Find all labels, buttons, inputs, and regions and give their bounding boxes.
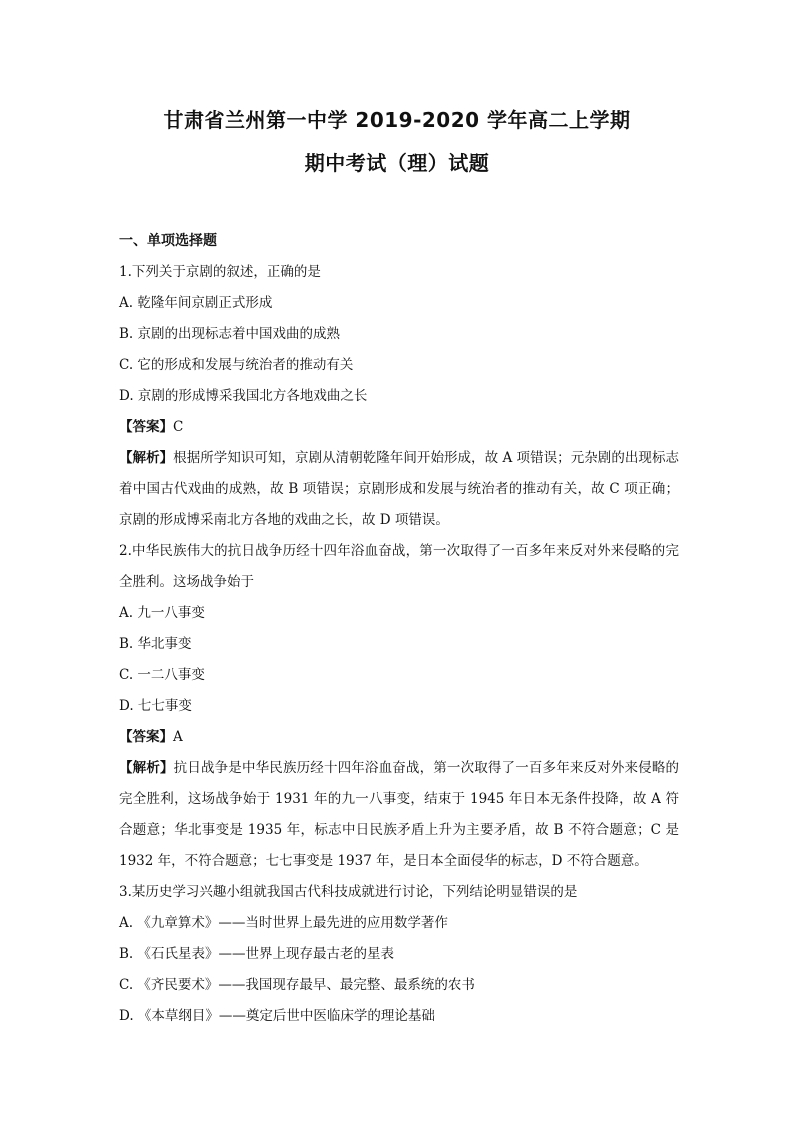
question-1-answer — [119, 412, 679, 443]
question-1-option-c: C. 它的形成和发展与统治者的推动有关 — [119, 357, 354, 373]
analysis-label: 【解析】 — [119, 450, 174, 466]
question-3-option-b: B. 《石氏星表》——世界上现存最古老的星表 — [119, 946, 395, 962]
answer-value: A — [173, 729, 183, 745]
question-1-option-a: A. 乾隆年间京剧正式形成 — [119, 295, 273, 311]
answer-label: 【答案】 — [119, 729, 173, 745]
question-2-option-a: A. 九一八事变 — [119, 605, 205, 621]
question-2-option-d: D. 七七事变 — [119, 698, 192, 714]
question-1-option-d: D. 京剧的形成博采我国北方各地戏曲之长 — [119, 388, 368, 404]
question-2-analysis — [119, 753, 679, 877]
page-title: 甘肃省兰州第一中学 2019-2020 学年高二上学期 — [163, 108, 631, 132]
question-2-option-c: C. 一二八事变 — [119, 667, 205, 683]
question-3-option-a: A. 《九章算术》——当时世界上最先进的应用数学著作 — [119, 915, 448, 931]
question-1-option-b: B. 京剧的出现标志着中国戏曲的成熟 — [119, 326, 341, 342]
analysis-text: 抗日战争是中华民族历经十四年浴血奋战，第一次取得了一百多年来反对外来侵略的完全胜利，这场战争始于 1931 年的九一八事变，结束于 1945 年日本无条件投降，故 A 符合题意；华北事变是 1935 年，标志中日民族矛盾上升为主要矛盾，故 B 不符合题意；C 是 1932 年，不符合题意；七七事变是 1937 年，是日本全面侵华的标志，D 不符合题意。 — [119, 760, 680, 869]
question-3-option-c: C. 《齐民要术》——我国现存最早、最完整、最系统的农书 — [119, 977, 475, 993]
question-2-answer — [119, 722, 679, 753]
page-subtitle: 期中考试（理）试题 — [304, 151, 490, 175]
answer-label: 【答案】 — [119, 419, 173, 435]
analysis-text: 根据所学知识可知，京剧从清朝乾隆年间开始形成，故 A 项错误；元杂剧的出现标志着中国古代戏曲的成熟，故 B 项错误；京剧形成和发展与统治者的推动有关，故 C 项正确；京剧的形成博采南北方各地的戏曲之长，故 D 项错误。 — [119, 450, 679, 528]
section-heading: 一、单项选择题 — [119, 233, 217, 249]
question-2-stem: 2.中华民族伟大的抗日战争历经十四年浴血奋战，第一次取得了一百多年来反对外来侵略的完全胜利。这场战争始于 — [119, 543, 679, 590]
question-1-stem: 1.下列关于京剧的叙述，正确的是 — [119, 264, 321, 280]
analysis-label: 【解析】 — [119, 760, 174, 776]
question-3-option-d: D. 《本草纲目》——奠定后世中医临床学的理论基础 — [119, 1008, 435, 1024]
exam-content — [119, 226, 679, 1032]
question-1-analysis — [119, 443, 679, 536]
question-3-stem: 3.某历史学习兴趣小组就我国古代科技成就进行讨论，下列结论明显错误的是 — [119, 884, 578, 900]
question-2-option-b: B. 华北事变 — [119, 636, 192, 652]
answer-value: C — [173, 419, 184, 435]
